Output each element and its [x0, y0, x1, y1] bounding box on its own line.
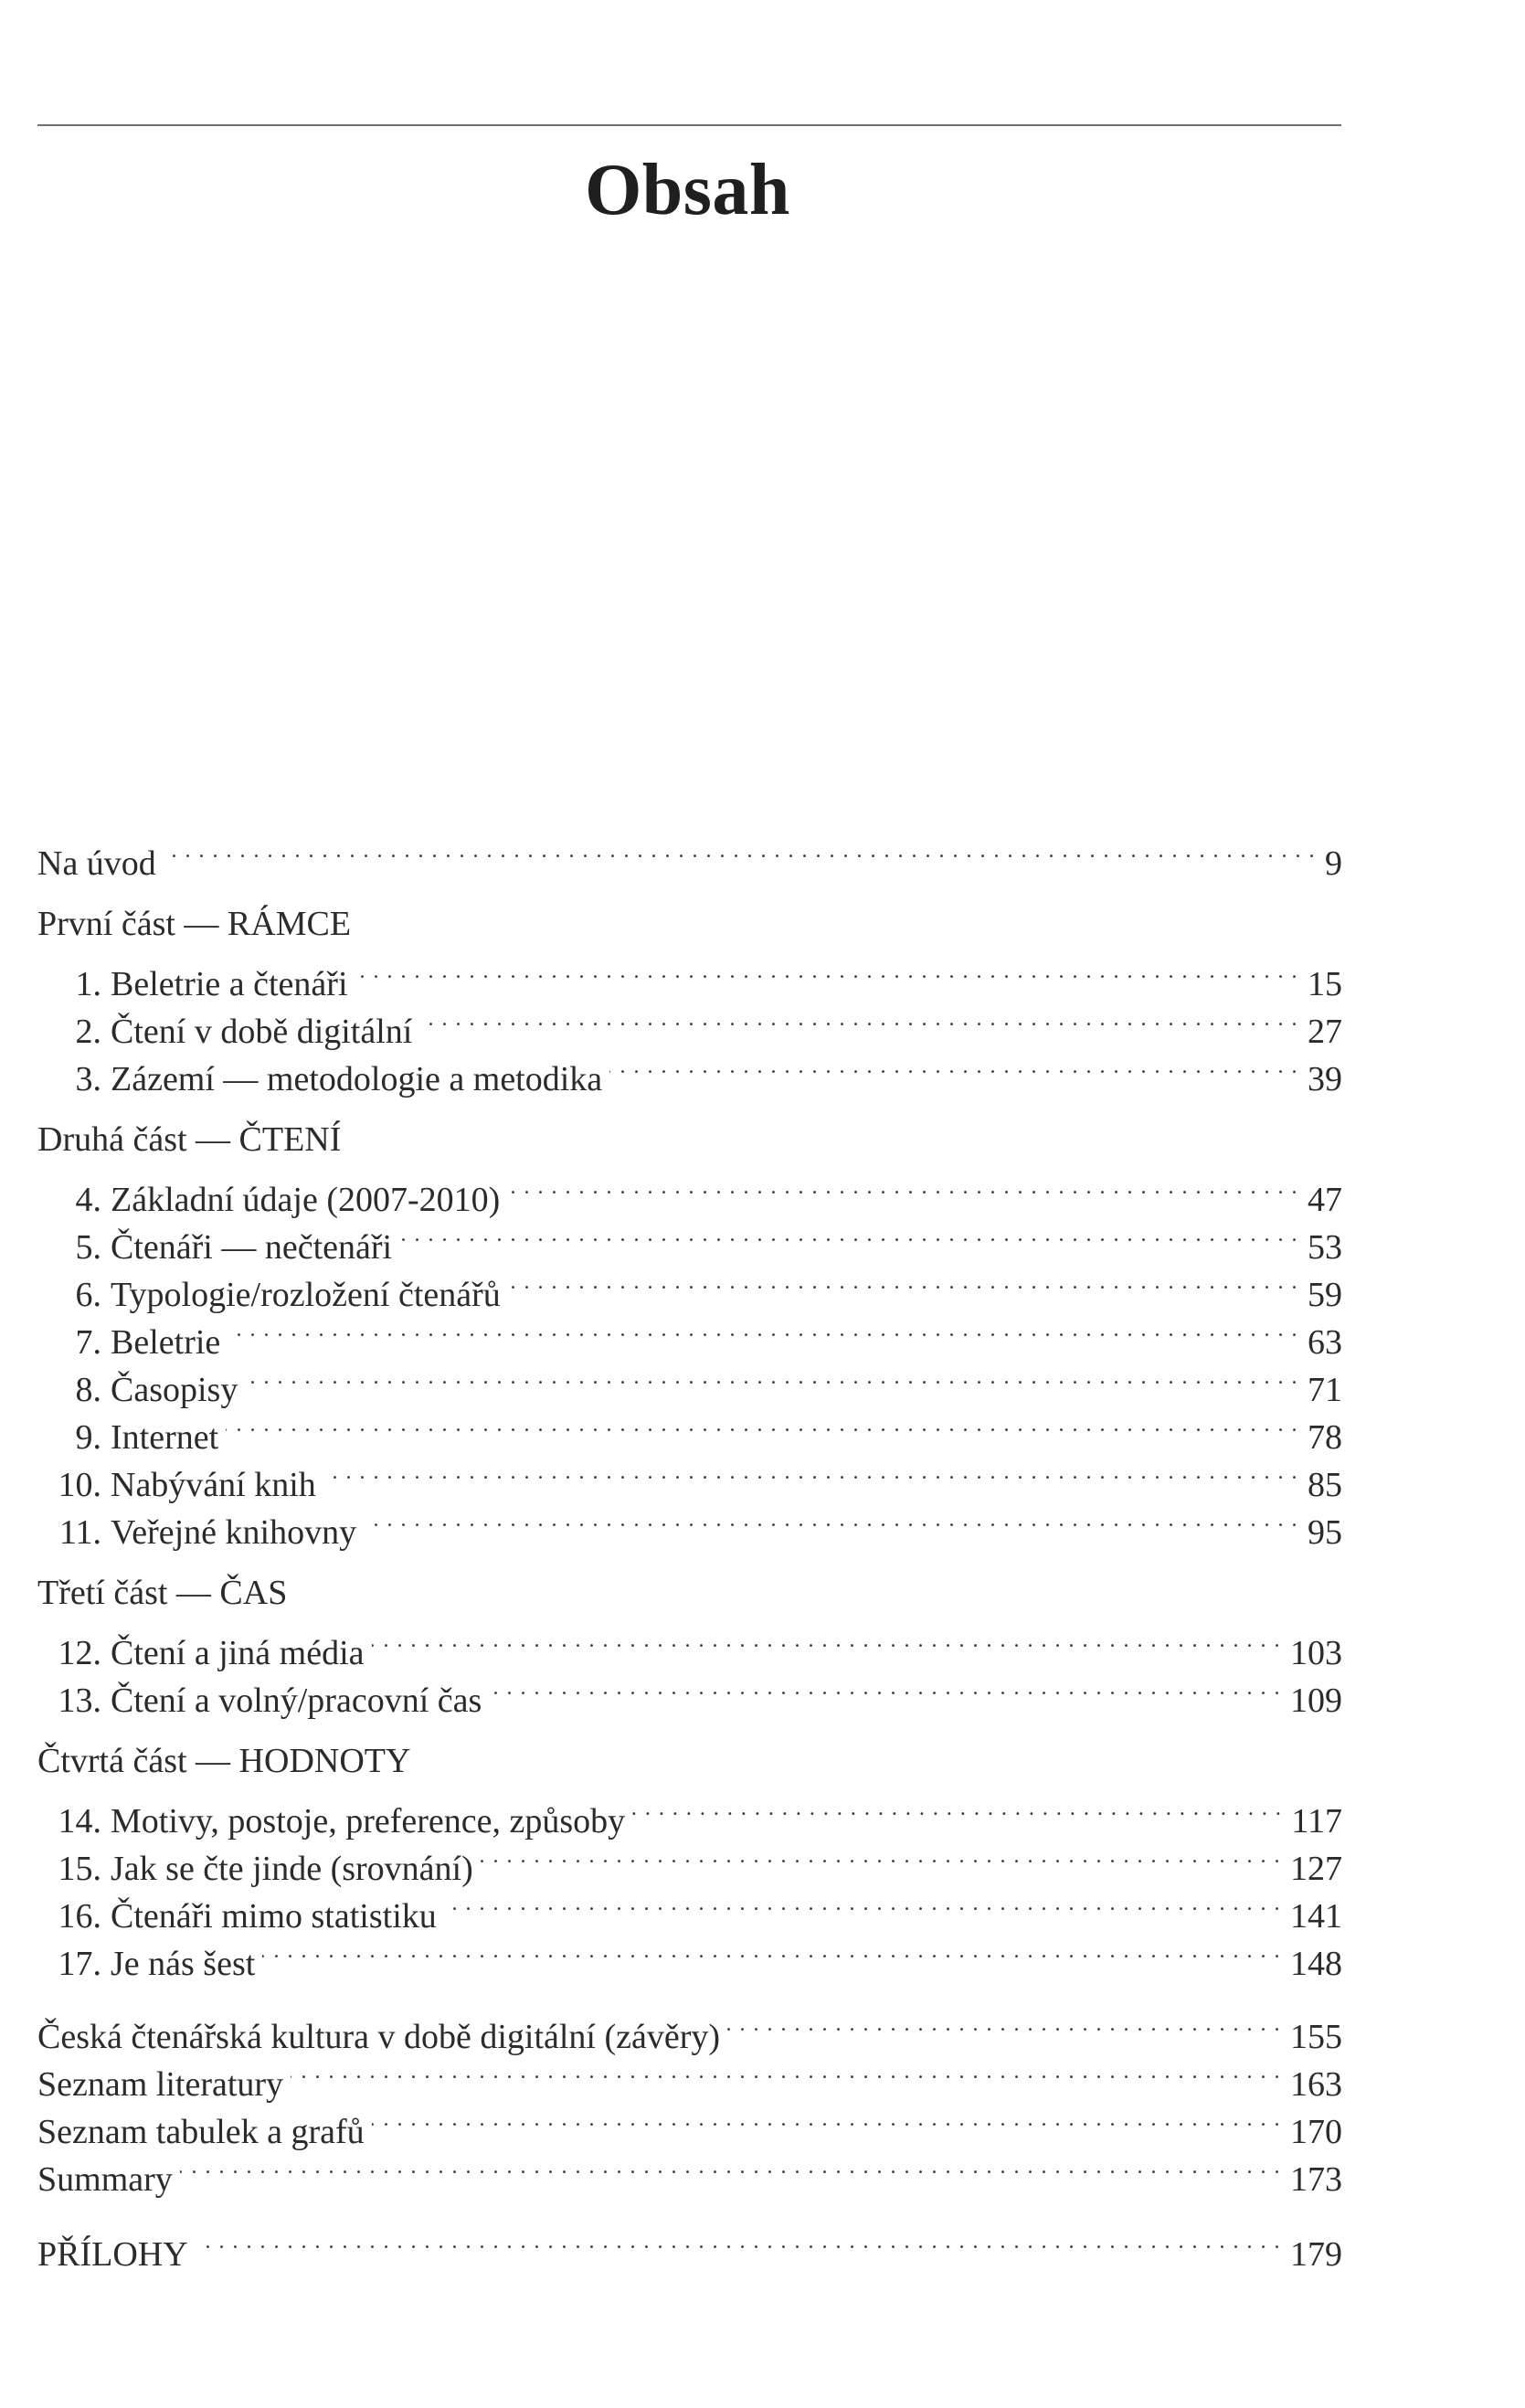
- toc-entry-page: 39: [1308, 1060, 1342, 1098]
- toc-entry-page: 148: [1290, 1945, 1342, 1983]
- chapter-number: 14.: [58, 1802, 101, 1840]
- toc-entry-title: Jak se čte jinde (srovnání): [111, 1850, 473, 1888]
- part-heading: Čtvrtá část — HODNOTY: [37, 1742, 411, 1780]
- chapter-number: 3.: [75, 1060, 101, 1098]
- chapter-number: 16.: [58, 1897, 101, 1936]
- dot-leader: [481, 1832, 1281, 1880]
- toc-entry-page: 78: [1308, 1418, 1342, 1457]
- dot-leader: [507, 1163, 1298, 1211]
- dot-leader: [632, 1785, 1282, 1832]
- toc-entry-title: PŘÍLOHY: [37, 2235, 188, 2274]
- chapter-number: 10.: [58, 1466, 101, 1504]
- chapter-number: 13.: [58, 1681, 101, 1720]
- toc-entry-title: Motivy, postoje, preference, způsoby: [111, 1802, 626, 1840]
- table-of-contents: [37, 827, 1342, 2274]
- toc-entry-page: 163: [1290, 2065, 1342, 2104]
- toc-entry-title: Beletrie a čtenáři: [111, 965, 348, 1003]
- toc-entry[interactable]: [37, 948, 1342, 1003]
- toc-entry-title: Typologie/rozložení čtenářů: [111, 1276, 501, 1314]
- spacer: [37, 2191, 1342, 2218]
- toc-entry-page: 9: [1325, 844, 1342, 883]
- toc-entry[interactable]: [37, 1306, 1342, 1362]
- toc-entry-title: Nabývání knih: [111, 1466, 316, 1504]
- dot-leader: [355, 948, 1298, 995]
- dot-leader: [508, 1258, 1298, 1306]
- toc-entry-title: Čtenáři mimo statistiku: [111, 1897, 437, 1936]
- toc-entry-title: Seznam tabulek a grafů: [37, 2113, 365, 2151]
- toc-entry-page: 173: [1290, 2160, 1342, 2199]
- toc-entry-title: Čtení a jiná média: [111, 1634, 365, 1672]
- toc-entry-page: 141: [1290, 1897, 1342, 1936]
- toc-entry-page: 109: [1290, 1681, 1342, 1720]
- toc-entry[interactable]: [37, 1785, 1342, 1840]
- dot-leader: [372, 1617, 1281, 1664]
- toc-entry-page: 71: [1308, 1371, 1342, 1409]
- chapter-number: 11.: [58, 1513, 101, 1552]
- chapter-number: 2.: [75, 1013, 101, 1051]
- toc-entry-title: Čtenáři — nečtenáři: [111, 1228, 393, 1267]
- dot-leader: [489, 1664, 1281, 1712]
- chapter-number: 1.: [75, 965, 101, 1003]
- dot-leader: [180, 2143, 1281, 2191]
- toc-entry-page: 170: [1290, 2113, 1342, 2151]
- part-heading: První část — RÁMCE: [37, 905, 352, 943]
- toc-entry-title: Čtení v době digitální: [111, 1013, 413, 1051]
- chapter-number: 4.: [75, 1181, 101, 1219]
- toc-entry-title: Summary: [37, 2160, 173, 2199]
- toc-entry-appendix[interactable]: [37, 2218, 1342, 2274]
- part-heading: Třetí část — ČAS: [37, 1574, 288, 1612]
- dot-leader: [291, 2048, 1281, 2095]
- toc-entry-page: 179: [1290, 2235, 1342, 2274]
- toc-entry-page: 155: [1290, 2018, 1342, 2056]
- toc-entry-page: 127: [1290, 1850, 1342, 1888]
- chapter-number: 9.: [75, 1418, 101, 1457]
- toc-entry-intro[interactable]: [37, 827, 1342, 883]
- chapter-number: 12.: [58, 1634, 101, 1672]
- toc-entry-title: Na úvod: [37, 844, 156, 883]
- toc-entry[interactable]: [37, 1163, 1342, 1219]
- chapter-number: 15.: [58, 1850, 101, 1888]
- toc-entry-title: Zázemí — metodologie a metodika: [111, 1060, 603, 1098]
- part-heading: Druhá část — ČTENÍ: [37, 1120, 342, 1159]
- chapter-number: 17.: [58, 1945, 101, 1983]
- dot-leader: [323, 1448, 1298, 1496]
- toc-entry-page: 53: [1308, 1228, 1342, 1267]
- dot-leader: [419, 995, 1298, 1043]
- dot-leader: [262, 1927, 1281, 1975]
- dot-leader: [444, 1880, 1281, 1927]
- chapter-number: 7.: [75, 1323, 101, 1362]
- toc-entry-title: Beletrie: [111, 1323, 221, 1362]
- toc-entry-title: Veřejné knihovny: [111, 1513, 357, 1552]
- dot-leader: [399, 1211, 1298, 1258]
- toc-entry-page: 27: [1308, 1013, 1342, 1051]
- dot-leader: [372, 2095, 1281, 2143]
- toc-entry[interactable]: [37, 1353, 1342, 1409]
- chapter-number: 8.: [75, 1371, 101, 1409]
- chapter-number: 6.: [75, 1276, 101, 1314]
- top-rule: [37, 124, 1341, 126]
- toc-entry-page: 15: [1308, 965, 1342, 1003]
- dot-leader: [364, 1496, 1298, 1543]
- toc-entry-page: 117: [1291, 1802, 1342, 1840]
- dot-leader: [727, 2000, 1281, 2048]
- toc-entry-page: 103: [1290, 1634, 1342, 1672]
- toc-entry-page: 59: [1308, 1276, 1342, 1314]
- toc-entry-title: Seznam literatury: [37, 2065, 284, 2104]
- toc-entry-page: 47: [1308, 1181, 1342, 1219]
- dot-leader: [228, 1306, 1298, 1353]
- toc-entry-page: 85: [1308, 1466, 1342, 1504]
- toc-entry-title: Česká čtenářská kultura v době digitální (závěry): [37, 2018, 721, 2056]
- toc-entry[interactable]: [37, 1401, 1342, 1457]
- dot-leader: [609, 1043, 1298, 1090]
- toc-entry-title: Internet: [111, 1418, 219, 1457]
- dot-leader: [226, 1401, 1298, 1448]
- toc-entry-back-matter[interactable]: [37, 2000, 1342, 2056]
- toc-entry-title: Je nás šest: [111, 1945, 256, 1983]
- toc-entry-title: Čtení a volný/pracovní čas: [111, 1681, 482, 1720]
- toc-entry-page: 95: [1308, 1513, 1342, 1552]
- page-title: Obsah: [585, 150, 790, 230]
- toc-entry[interactable]: [37, 1448, 1342, 1504]
- dot-leader: [164, 827, 1316, 875]
- dot-leader: [196, 2218, 1281, 2265]
- toc-entry-title: Základní údaje (2007-2010): [111, 1181, 501, 1219]
- toc-entry-back-matter[interactable]: [37, 2143, 1342, 2199]
- toc-entry-title: Časopisy: [111, 1371, 238, 1409]
- dot-leader: [245, 1353, 1298, 1401]
- toc-entry-page: 63: [1308, 1323, 1342, 1362]
- chapter-number: 5.: [75, 1228, 101, 1267]
- toc-entry[interactable]: [37, 1617, 1342, 1672]
